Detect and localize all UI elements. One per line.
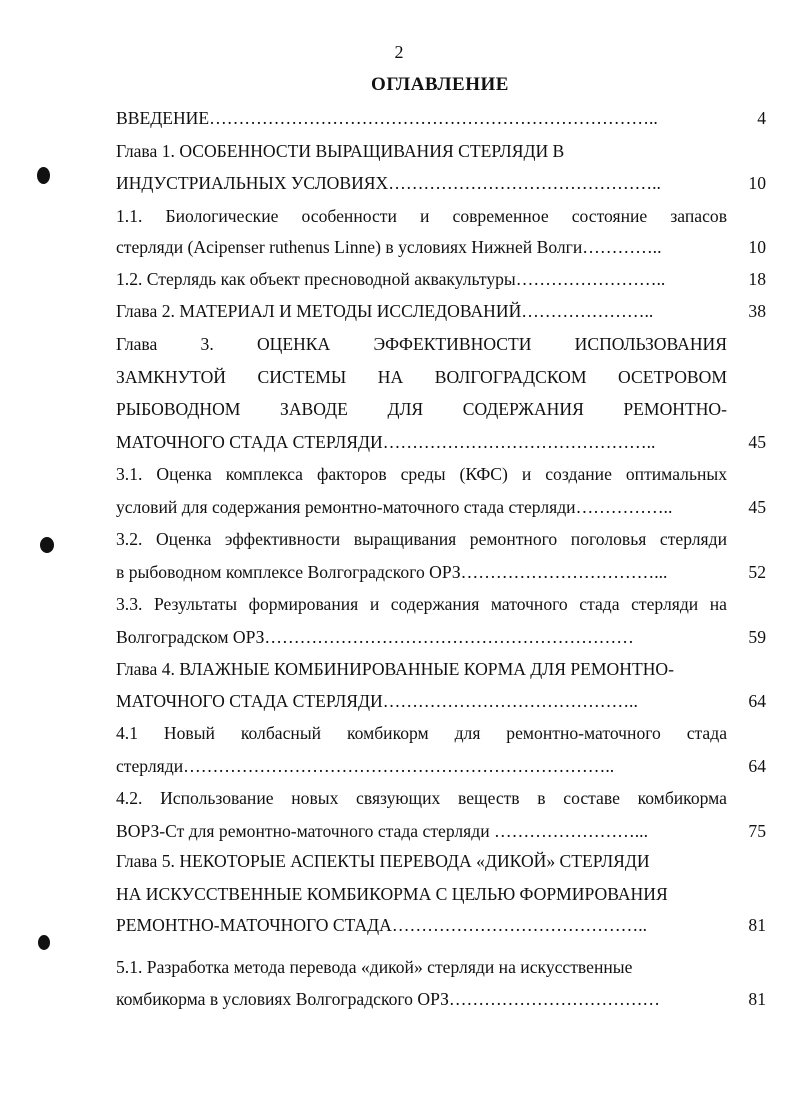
toc-page-number: 81 <box>748 989 766 1009</box>
toc-entry-line: МАТОЧНОГО СТАДА СТЕРЛЯДИ…………………………………….. <box>116 691 638 711</box>
toc-page-number: 52 <box>748 562 766 582</box>
toc-entry-line: ВОРЗ-Ст для ремонтно-маточного стада стерляди ……………………... <box>116 821 648 841</box>
toc-entry-line: Волгоградском ОРЗ……………………………………………………… <box>116 627 634 647</box>
toc-entry-line: 3.3. Результаты формирования и содержания маточного стада стерляди на <box>116 594 727 614</box>
toc-page-number: 64 <box>748 756 766 776</box>
toc-entry-line: в рыбоводном комплексе Волгоградского ОРЗ……………………………... <box>116 562 668 582</box>
toc-entry-line: Глава 1. ОСОБЕННОСТИ ВЫРАЩИВАНИЯ СТЕРЛЯДИ В <box>116 141 565 161</box>
toc-entry-line: Глава 4. ВЛАЖНЫЕ КОМБИНИРОВАННЫЕ КОРМА ДЛЯ РЕМОНТНО- <box>116 659 674 679</box>
toc-entry-line: РЕМОНТНО-МАТОЧНОГО СТАДА…………………………………….. <box>116 915 647 935</box>
toc-entry-line: НА ИСКУССТВЕННЫЕ КОМБИКОРМА С ЦЕЛЬЮ ФОРМИРОВАНИЯ <box>116 884 668 904</box>
toc-entry-line: ВВЕДЕНИЕ………………………………………………………………….. <box>116 108 658 128</box>
toc-title: ОГЛАВЛЕНИЕ <box>371 74 509 95</box>
toc-page-number: 10 <box>748 173 766 193</box>
toc-entry-line: Глава 3. ОЦЕНКА ЭФФЕКТИВНОСТИ ИСПОЛЬЗОВАНИЯ <box>116 334 727 354</box>
toc-page-number: 75 <box>748 821 766 841</box>
toc-entry-line: 4.2. Использование новых связующих веществ в составе комбикорма <box>116 788 727 808</box>
toc-entry-line: стерляди (Acipenser ruthenus Linne) в условиях Нижней Волги………….. <box>116 237 662 257</box>
toc-entry-line: 3.1. Оценка комплекса факторов среды (КФС) и создание оптимальных <box>116 464 727 484</box>
toc-entry-line: Глава 2. МАТЕРИАЛ И МЕТОДЫ ИССЛЕДОВАНИЙ………………….. <box>116 301 654 321</box>
toc-page-number: 59 <box>748 627 766 647</box>
page-number: 2 <box>394 42 404 62</box>
toc-page-number: 81 <box>748 915 766 935</box>
binder-hole-mark <box>38 935 50 950</box>
binder-hole-mark <box>40 537 54 553</box>
toc-page-number: 64 <box>748 691 766 711</box>
toc-page-number: 45 <box>748 432 766 452</box>
toc-entry-line: 1.2. Стерлядь как объект пресноводной аквакультуры…………………….. <box>116 269 666 289</box>
toc-entry-line: ЗАМКНУТОЙ СИСТЕМЫ НА ВОЛГОГРАДСКОМ ОСЕТРОВОМ <box>116 367 727 387</box>
toc-entry-line: стерляди……………………………………………………………….. <box>116 756 615 776</box>
toc-entry-line: 4.1 Новый колбасный комбикорм для ремонтно-маточного стада <box>116 723 727 743</box>
toc-page-number: 18 <box>748 269 766 289</box>
toc-page-number: 45 <box>748 497 766 517</box>
toc-entry-line: 3.2. Оценка эффективности выращивания ремонтного поголовья стерляди <box>116 529 727 549</box>
toc-page-number: 4 <box>757 108 766 128</box>
toc-entry-line: комбикорма в условиях Волгоградского ОРЗ……………………………… <box>116 989 661 1009</box>
toc-entry-line: 1.1. Биологические особенности и современное состояние запасов <box>116 206 727 226</box>
toc-entry-line: МАТОЧНОГО СТАДА СТЕРЛЯДИ……………………………………….. <box>116 432 656 452</box>
toc-entry-line: РЫБОВОДНОМ ЗАВОДЕ ДЛЯ СОДЕРЖАНИЯ РЕМОНТНО- <box>116 399 727 419</box>
toc-entry-line: Глава 5. НЕКОТОРЫЕ АСПЕКТЫ ПЕРЕВОДА «ДИКОЙ» СТЕРЛЯДИ <box>116 851 650 871</box>
toc-entry-line: ИНДУСТРИАЛЬНЫХ УСЛОВИЯХ……………………………………….. <box>116 173 661 193</box>
binder-hole-mark <box>37 167 50 184</box>
toc-page-number: 38 <box>748 301 766 321</box>
toc-page-number: 10 <box>748 237 766 257</box>
toc-entry-line: условий для содержания ремонтно-маточного стада стерляди…………….. <box>116 497 673 517</box>
toc-entry-line: 5.1. Разработка метода перевода «дикой» стерляди на искусственные <box>116 957 633 977</box>
